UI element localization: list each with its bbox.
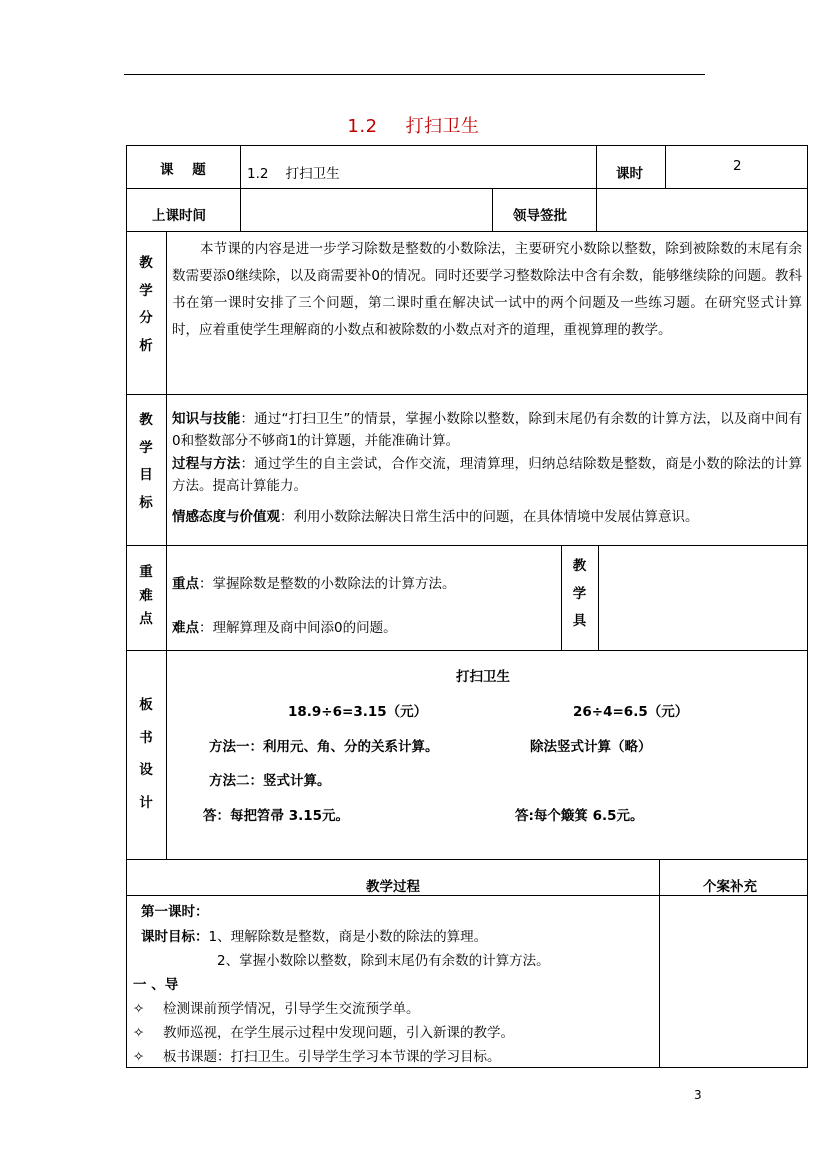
bullet-star-icon: ✧ bbox=[133, 1049, 145, 1065]
board-label: 板 书 设 计 bbox=[139, 697, 153, 811]
approval-label: 领导签批 bbox=[513, 208, 567, 224]
first-period: 第一课时： bbox=[141, 904, 209, 920]
list-item-text: 教师巡视，在学生展示过程中发现问题，引入新课的教学。 bbox=[163, 1025, 514, 1041]
col-divider bbox=[659, 859, 660, 1068]
col-divider bbox=[665, 145, 666, 188]
process-goal bbox=[172, 453, 802, 497]
row-divider bbox=[126, 231, 808, 232]
period-value: 2 bbox=[733, 158, 742, 174]
bullet-star-icon: ✧ bbox=[133, 1025, 145, 1041]
period-goal-1-text: 1、理解除数是整数，商是小数的除法的算理。 bbox=[208, 929, 488, 945]
tools-label: 教 学 具 bbox=[572, 558, 587, 629]
process-label: 过程与方法 bbox=[172, 456, 241, 472]
keypoints-label: 重 难 点 bbox=[139, 564, 153, 627]
row-divider bbox=[126, 859, 808, 860]
board-answer-2: 答:每个簸箕 6.5元。 bbox=[515, 808, 644, 824]
period-goal-2: 2、掌握小数除以整数，除到末尾仍有余数的计算方法。 bbox=[217, 953, 550, 969]
process-text: ：通过学生的自主尝试，合作交流，理清算理，归纳总结除数是整数，商是小数的除法的计算方法。提高计算能力。 bbox=[172, 456, 802, 494]
key-point bbox=[172, 572, 456, 592]
board-vertical-note: 除法竖式计算（略） bbox=[530, 739, 652, 755]
board-equation-2: 26÷4=6.5（元） bbox=[573, 704, 689, 720]
attitude-text: ：利用小数除法解决日常生活中的问题，在具体情境中发展估算意识。 bbox=[280, 509, 699, 525]
list-item-text: 板书课题：打扫卫生。引导学生学习本节课的学习目标。 bbox=[163, 1049, 501, 1065]
col-divider bbox=[492, 188, 493, 231]
knowledge-label: 知识与技能 bbox=[172, 411, 241, 427]
page-number: 3 bbox=[694, 1088, 702, 1102]
col-divider bbox=[598, 545, 599, 650]
time-label: 上课时间 bbox=[152, 208, 206, 224]
period-label: 课时 bbox=[616, 166, 643, 182]
board-answer-1: 答：每把笤帚 3.15元。 bbox=[203, 808, 350, 824]
knowledge-text: ：通过“打扫卫生”的情景，掌握小数除以整数，除到末尾仍有余数的计算方法，以及商中间有0和整数部分不够商1的计算题，并能准确计算。 bbox=[172, 411, 803, 449]
board-equation-1: 18.9÷6=3.15（元） bbox=[288, 704, 428, 720]
difficulty-point bbox=[172, 616, 397, 636]
row-divider bbox=[126, 188, 808, 189]
difficulty-label: 难点 bbox=[172, 620, 199, 636]
attitude-label: 情感态度与价值观 bbox=[172, 509, 280, 525]
key-text: ：掌握除数是整数的小数除法的计算方法。 bbox=[199, 576, 456, 592]
list-item bbox=[133, 1021, 514, 1041]
col-divider bbox=[240, 145, 241, 231]
knowledge-goal bbox=[172, 408, 802, 452]
row-divider bbox=[126, 895, 808, 896]
analysis-label: 教 学 分 析 bbox=[139, 255, 153, 354]
list-item-text: 检测课前预学情况，引导学生交流预学单。 bbox=[163, 1001, 420, 1017]
board-title: 打扫卫生 bbox=[456, 669, 510, 685]
board-method-1: 方法一：利用元、角、分的关系计算。 bbox=[209, 739, 439, 755]
col-divider bbox=[596, 145, 597, 188]
section-heading: 一 、导 bbox=[133, 977, 179, 993]
board-method-2: 方法二：竖式计算。 bbox=[209, 773, 331, 789]
bullet-star-icon: ✧ bbox=[133, 1001, 145, 1017]
period-goal-1 bbox=[141, 925, 487, 945]
period-goal-label: 课时目标： bbox=[141, 929, 209, 945]
header-rule bbox=[124, 74, 705, 75]
analysis-text: 本节课的内容是进一步学习除数是整数的小数除法，主要研究小数除以整数，除到被除数的末尾有余数需要添0继续除，以及商需要补0的情况。同时还要学习整数除法中含有余数，能够继续除的问题。教科书在第一课时安排了三个问题，第二课时重在解决试一试中的两个问题及一些练习题。在研究竖式计算时，应着重使学生理解商的小数点和被除数的小数点对齐的道理，重视算理的教学。 bbox=[172, 241, 802, 338]
page-title bbox=[0, 112, 827, 138]
lesson-value: 1.2 打扫卫生 bbox=[247, 166, 340, 182]
col-divider bbox=[166, 231, 167, 859]
goals-label: 教 学 目 标 bbox=[139, 412, 153, 511]
difficulty-text: ：理解算理及商中间添0的问题。 bbox=[199, 620, 397, 636]
col-divider bbox=[596, 188, 597, 231]
list-item bbox=[133, 1045, 501, 1065]
key-label: 重点 bbox=[172, 576, 199, 592]
attitude-goal bbox=[172, 506, 802, 528]
supplement-header: 个案补充 bbox=[703, 879, 757, 895]
title-number: 1.2 bbox=[347, 116, 378, 137]
title-text: 打扫卫生 bbox=[405, 116, 480, 137]
row-divider bbox=[126, 545, 808, 546]
row-divider bbox=[126, 394, 808, 395]
row-divider bbox=[126, 650, 808, 651]
process-header: 教学过程 bbox=[366, 879, 420, 895]
lesson-label: 课 题 bbox=[160, 162, 206, 178]
list-item bbox=[133, 997, 420, 1017]
